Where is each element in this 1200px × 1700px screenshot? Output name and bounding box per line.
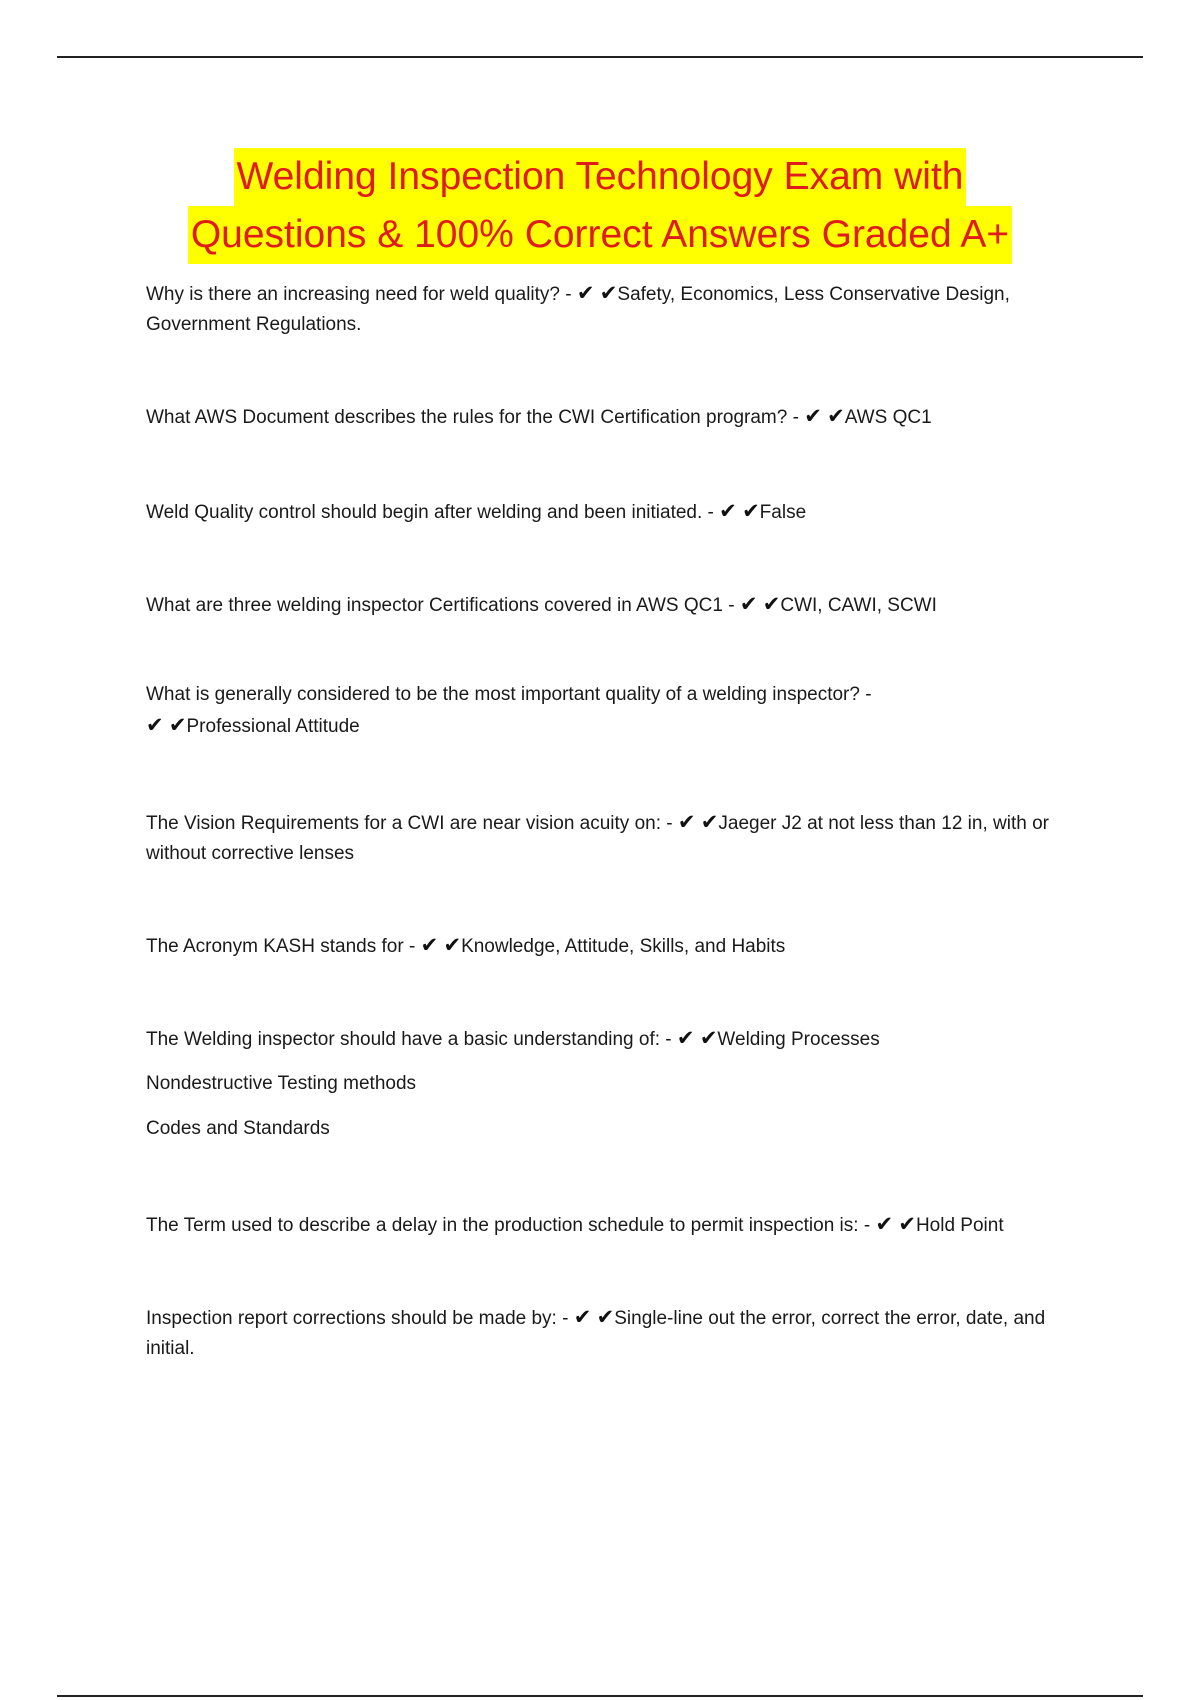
check-icon: ✔ (573, 1305, 592, 1329)
top-divider (57, 56, 1143, 58)
check-icon: ✔ (576, 281, 595, 305)
qa-item-1 (146, 278, 1092, 340)
separator: - (403, 936, 421, 957)
check-icon: ✔ (443, 933, 462, 957)
qa-item-3 (146, 496, 1092, 528)
answer-extra-line: Nondestructive Testing methods (146, 1073, 417, 1094)
check-icon: ✔ (875, 1212, 894, 1236)
separator: - (858, 1215, 876, 1236)
separator: - (859, 684, 872, 705)
question-text: What are three welding inspector Certifications covered in AWS QC1 (146, 595, 723, 616)
document-title (0, 148, 1200, 264)
check-icon: ✔ (804, 404, 822, 428)
bottom-divider (57, 1695, 1143, 1697)
question-text: What is generally considered to be the most important quality of a welding inspector? (146, 684, 860, 705)
question-text: The Welding inspector should have a basic understanding of: (146, 1029, 661, 1050)
separator: - (661, 813, 678, 834)
answer-text: Single-line out the error, correct the error, date, and initial. (146, 1308, 1046, 1359)
question-text: Why is there an increasing need for weld quality? (146, 284, 561, 305)
check-icon: ✔ (599, 281, 618, 305)
check-icon: ✔ (719, 499, 737, 523)
question-text: Inspection report corrections should be made by: (146, 1308, 557, 1329)
answer-extra-line: Codes and Standards (146, 1118, 330, 1139)
answer-text: Safety, Economics, Less Conservative Design, Government Regulations. (146, 284, 1010, 335)
answer-text: Hold Point (915, 1215, 1004, 1236)
question-text: Weld Quality control should begin after welding and been initiated. (146, 502, 703, 523)
answer-text: Professional Attitude (186, 716, 360, 737)
check-icon: ✔ (596, 1305, 615, 1329)
answer-text: Welding Processes (717, 1029, 880, 1050)
check-icon: ✔ (420, 933, 439, 957)
qa-item-6 (146, 807, 1092, 869)
title-line-1: Welding Inspection Technology Exam with (234, 148, 967, 206)
qa-item-9 (146, 1209, 1092, 1241)
separator: - (787, 407, 805, 428)
answer-text: False (759, 502, 807, 523)
qa-item-10 (146, 1302, 1092, 1364)
answer-text: CWI, CAWI, SCWI (780, 595, 937, 616)
qa-item-7 (146, 930, 1092, 962)
check-icon: ✔ (146, 713, 164, 737)
qa-item-4 (146, 589, 1092, 621)
check-icon: ✔ (827, 404, 845, 428)
question-text: What AWS Document describes the rules for the CWI Certification program? (146, 407, 788, 428)
question-text: The Vision Requirements for a CWI are near vision acuity on: (146, 813, 661, 834)
question-text: The Acronym KASH stands for (146, 936, 404, 957)
check-icon: ✔ (898, 1212, 916, 1236)
check-icon: ✔ (677, 810, 696, 834)
separator: - (702, 502, 720, 523)
question-text: The Term used to describe a delay in the production schedule to permit inspection is: (146, 1215, 859, 1236)
answer-text: Knowledge, Attitude, Skills, and Habits (461, 936, 786, 957)
answer-text: Jaeger J2 at not less than 12 in, with or without corrective lenses (146, 813, 1049, 864)
check-icon: ✔ (762, 592, 781, 616)
qa-item-2 (146, 401, 1092, 433)
qa-item-5 (146, 680, 1092, 742)
separator: - (660, 1029, 677, 1050)
title-line-2: Questions & 100% Correct Answers Graded A+ (188, 206, 1012, 264)
separator: - (556, 1308, 574, 1329)
check-icon: ✔ (168, 713, 187, 737)
answer-text: AWS QC1 (844, 407, 932, 428)
separator: - (560, 284, 577, 305)
separator: - (722, 595, 740, 616)
check-icon: ✔ (742, 499, 760, 523)
check-icon: ✔ (739, 592, 758, 616)
qa-item-8 (146, 1023, 1092, 1055)
check-icon: ✔ (676, 1026, 695, 1050)
check-icon: ✔ (699, 1026, 718, 1050)
check-icon: ✔ (700, 810, 719, 834)
